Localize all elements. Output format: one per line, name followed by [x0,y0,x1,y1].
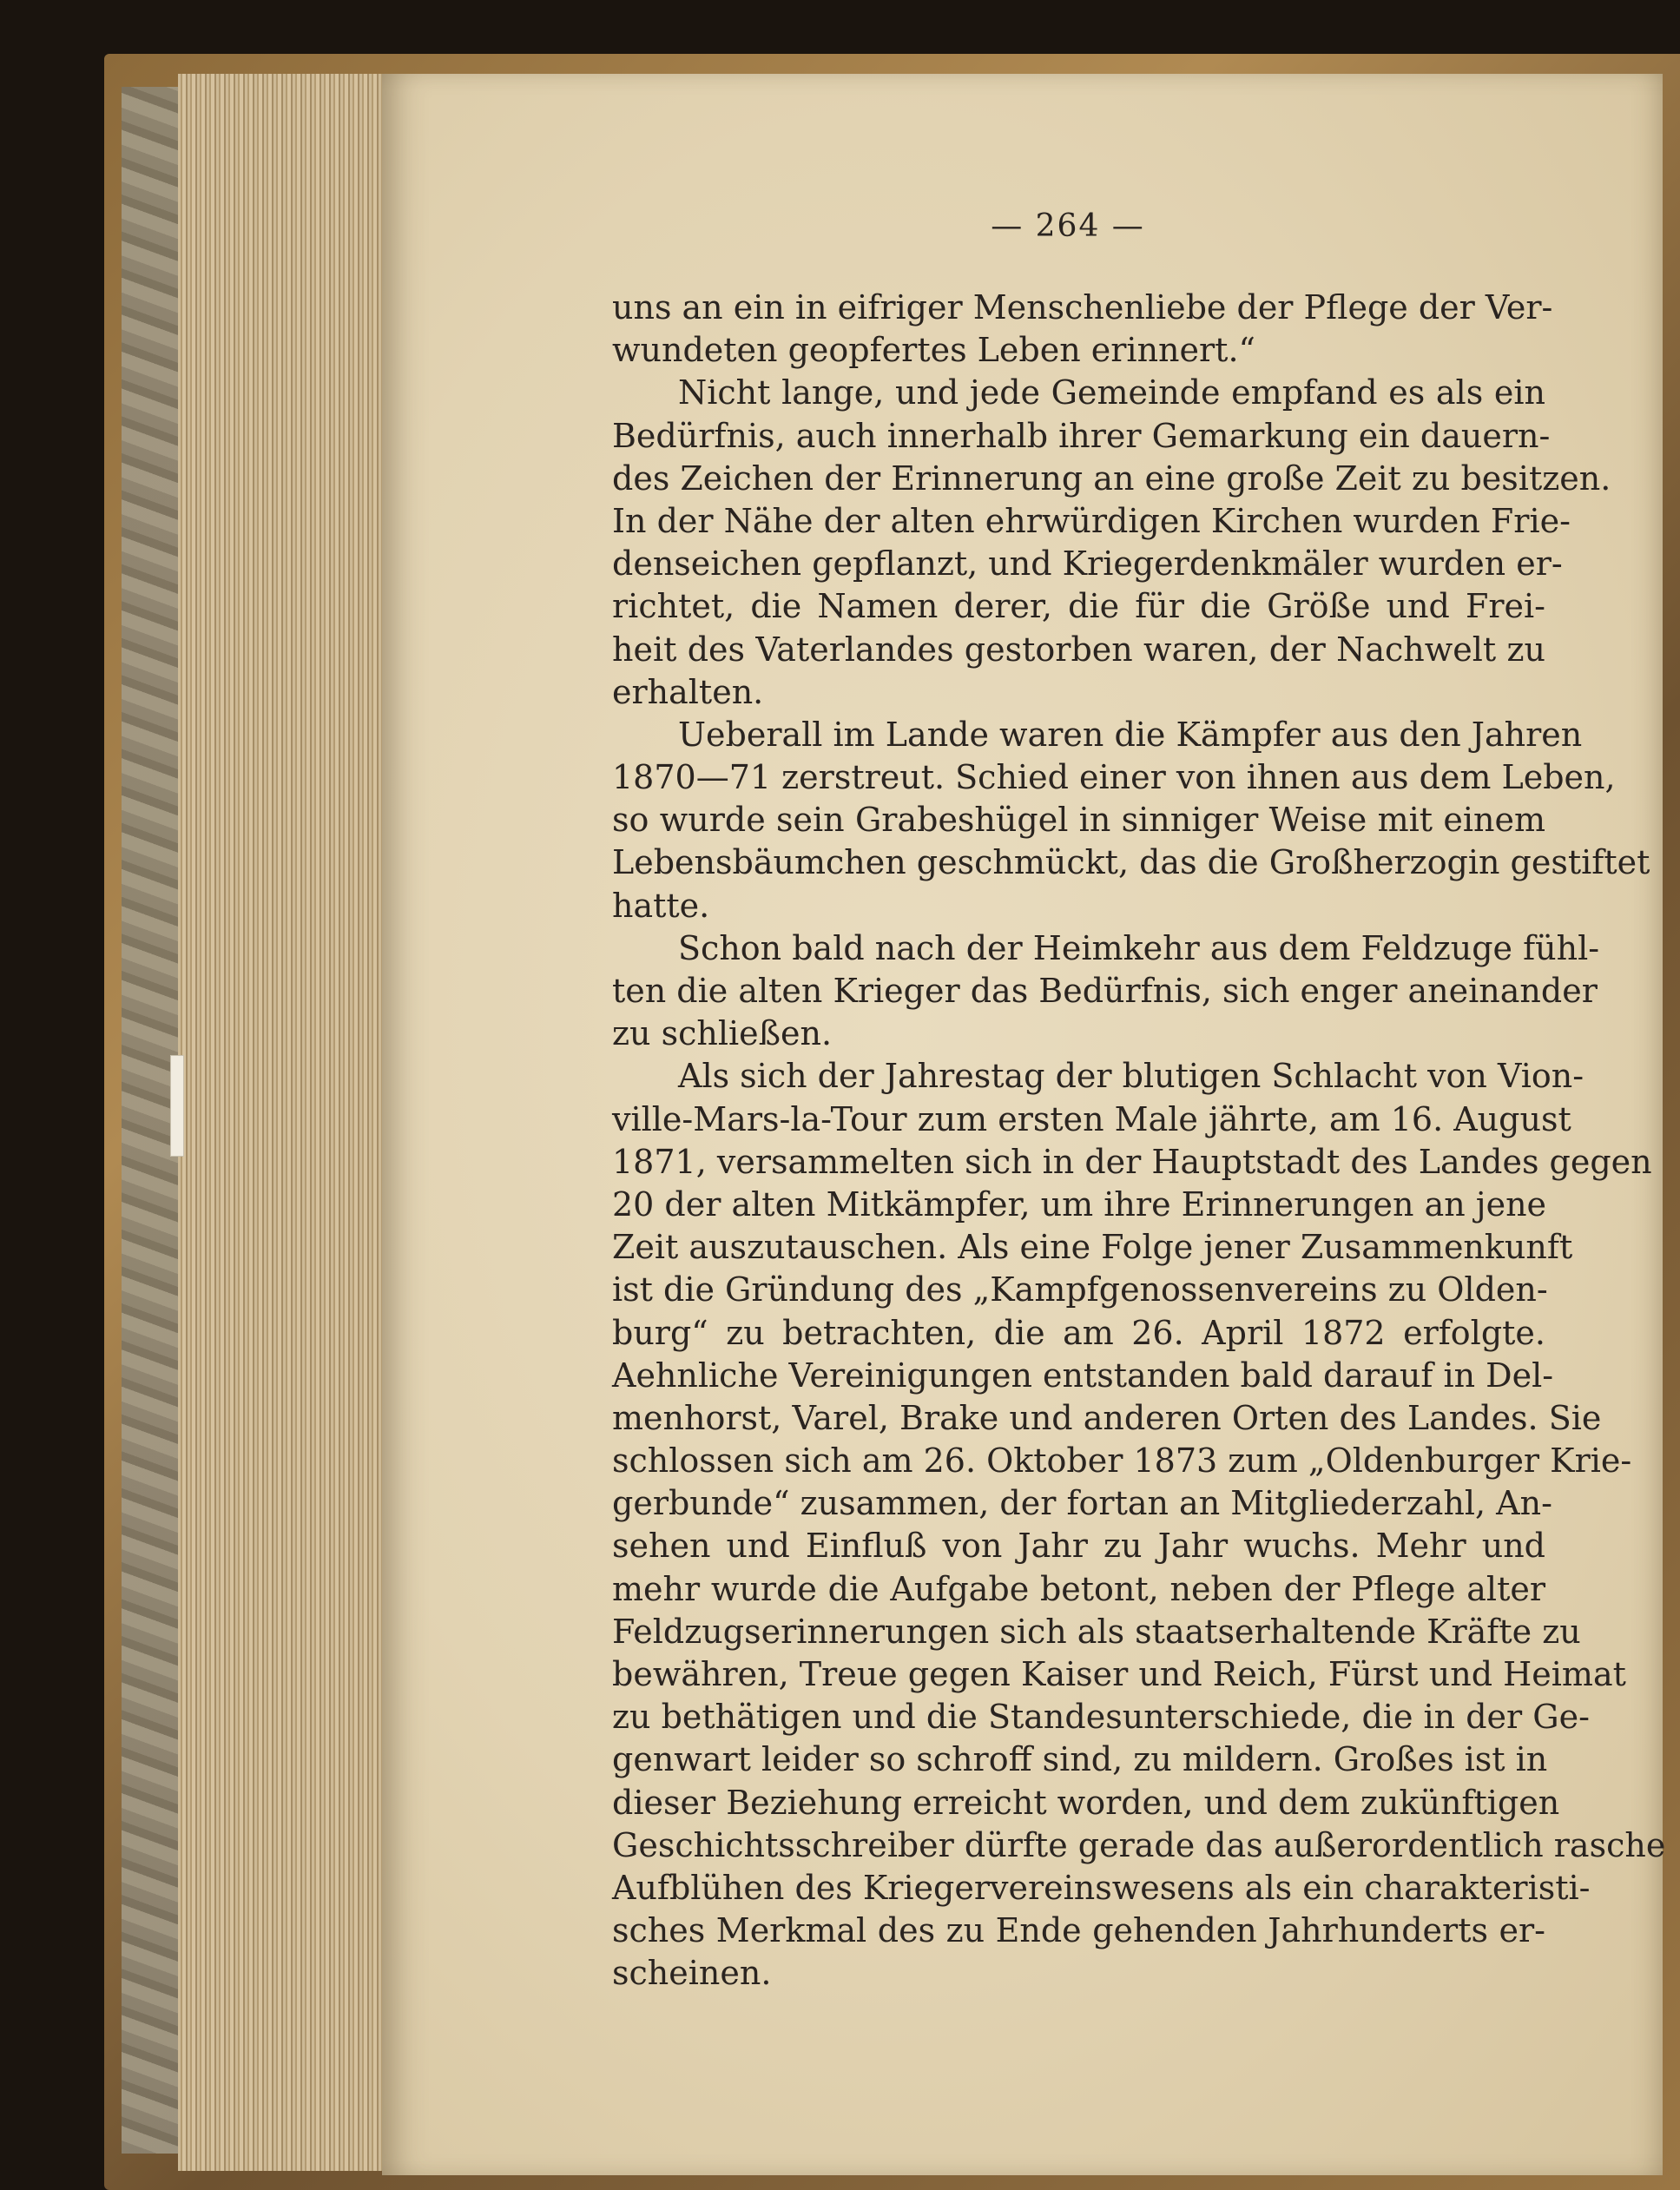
text-line: ten die alten Krieger das Bedürfnis, sich enger aneinander [612,972,1598,1010]
text-line: ville-Mars-la-Tour zum ersten Male jährte, am 16. August [612,1099,1571,1138]
text-line: Aehnliche Vereinigungen entstanden bald darauf in Del- [612,1356,1554,1395]
text-line: zu schließen. [612,1014,833,1053]
text-line: wundeten geopfertes Leben erinnert.“ [612,331,1255,370]
text-line: Lebensbäumchen geschmückt, das die Großherzogin gestiftet [612,843,1650,882]
text-line: des Zeichen der Erinnerung an eine große Zeit zu besitzen. [612,458,1611,498]
page-edges [178,74,384,2171]
text-line: Feldzugserinnerungen sich als staatserhaltende Kräfte zu [612,1612,1581,1651]
text-line: genwart leider so schroff sind, zu mildern. Großes ist in [612,1740,1548,1779]
text-line: In der Nähe der alten ehrwürdigen Kirchen wurden Frie- [612,501,1571,540]
text-line: dieser Beziehung erreicht worden, und dem zukünftigen [612,1783,1560,1822]
text-line: 1871, versammelten sich in der Hauptstadt des Landes gegen [612,1142,1652,1181]
text-line: ist die Gründung des „Kampfgenossenvereins zu Olden- [612,1270,1548,1309]
body-text [612,287,1666,1995]
text-line: denseichen gepflanzt, und Kriegerdenkmäler wurden er- [612,544,1563,584]
text-line: mehr wurde die Aufgabe betont, neben der Pflege alter [612,1569,1545,1608]
text-line: erhalten. [612,672,764,711]
text-line: 20 der alten Mitkämpfer, um ihre Erinnerungen an jene [612,1184,1547,1224]
text-line: Aufblühen des Kriegervereinswesens als ein charakteristi- [612,1868,1591,1907]
text-line: gerbunde“ zusammen, der fortan an Mitgliederzahl, An- [612,1484,1552,1523]
text-line: Geschichtsschreiber dürfte gerade das außerordentlich rasche [612,1825,1666,1864]
bookmark-tab [170,1055,184,1157]
text-line: richtet, die Namen derer, die für die Größe und Frei- [612,587,1545,626]
text-line: Ueberall im Lande waren die Kämpfer aus den Jahren [678,715,1583,754]
text-line: 1870—71 zerstreut. Schied einer von ihnen aus dem Leben, [612,758,1616,797]
text-line: uns an ein in eifriger Menschenliebe der Pflege der Ver- [612,288,1553,327]
page-number: — 264 — [991,208,1145,244]
text-line: sehen und Einfluß von Jahr zu Jahr wuchs. Mehr und [612,1527,1545,1566]
text-line: Zeit auszutauschen. Als eine Folge jener Zusammenkunft [612,1228,1573,1267]
text-line: Nicht lange, und jede Gemeinde empfand es als ein [678,373,1545,412]
text-line: Als sich der Jahrestag der blutigen Schlacht von Vion- [678,1057,1584,1096]
text-line: Schon bald nach der Heimkehr aus dem Feldzuge fühl- [678,928,1600,967]
text-line: schlossen sich am 26. Oktober 1873 zum „Oldenburger Krie- [612,1441,1632,1481]
text-line: sches Merkmal des zu Ende gehenden Jahrhunderts er- [612,1911,1545,1950]
text-line: menhorst, Varel, Brake und anderen Orten des Landes. Sie [612,1398,1602,1437]
text-line: zu bethätigen und die Standesunterschiede, die in der Ge- [612,1698,1590,1737]
text-line: hatte. [612,886,710,925]
text-line: bewähren, Treue gegen Kaiser und Reich, Fürst und Heimat [612,1655,1626,1693]
text-line: scheinen. [612,1954,772,1993]
text-line: burg“ zu betrachten, die am 26. April 1872 erfolgte. [612,1313,1545,1352]
text-line: so wurde sein Grabeshügel in sinniger Weise mit einem [612,801,1545,840]
text-line: heit des Vaterlandes gestorben waren, der Nachwelt zu [612,630,1545,669]
text-line: Bedürfnis, auch innerhalb ihrer Gemarkung ein dauern- [612,416,1551,455]
